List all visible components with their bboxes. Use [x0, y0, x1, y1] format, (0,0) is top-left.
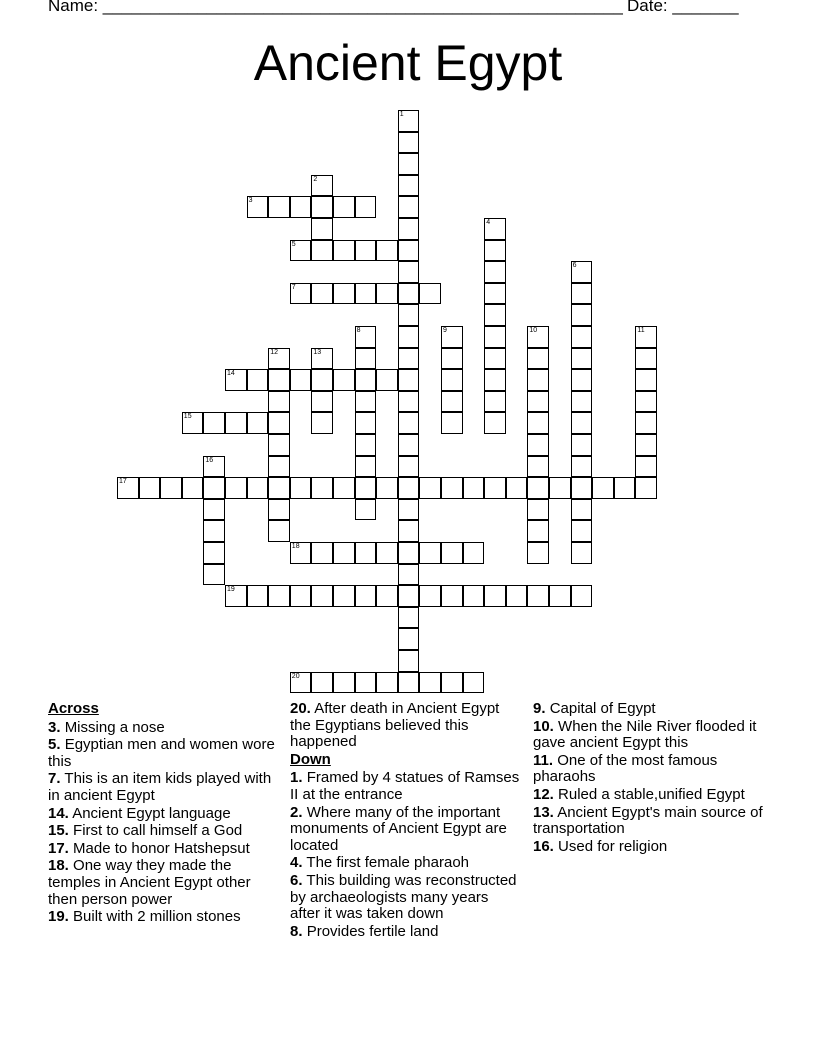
grid-cell[interactable] [268, 434, 290, 456]
grid-cell[interactable] [549, 585, 571, 607]
clues-column-3 [533, 701, 765, 856]
grid-cell[interactable] [592, 477, 614, 499]
across-clue-15: 15. First to call himself a God [48, 822, 243, 840]
grid-cell[interactable] [571, 477, 593, 499]
grid-cell[interactable] [398, 672, 420, 694]
grid-cell[interactable] [117, 477, 139, 499]
down-clue-10: 10. When the Nile River flooded it gave ancient Egypt this [533, 717, 757, 752]
grid-cell[interactable] [398, 283, 420, 305]
grid-cell[interactable] [441, 585, 463, 607]
grid-cell[interactable] [355, 542, 377, 564]
grid-cell[interactable] [268, 412, 290, 434]
grid-cell[interactable] [290, 477, 312, 499]
grid-cell[interactable] [398, 369, 420, 391]
grid-cell[interactable] [333, 672, 355, 694]
cell-number: 4 [486, 219, 491, 226]
grid-cell[interactable] [398, 650, 420, 672]
grid-cell[interactable] [203, 542, 225, 564]
cell-number: 3 [248, 197, 253, 205]
grid-cell[interactable] [268, 456, 290, 478]
grid-cell[interactable] [268, 520, 290, 542]
grid-cell[interactable] [311, 477, 333, 499]
grid-cell[interactable] [635, 369, 657, 391]
grid-cell[interactable] [527, 348, 549, 370]
grid-cell[interactable] [635, 348, 657, 370]
grid-cell[interactable] [571, 369, 593, 391]
grid-cell[interactable] [311, 672, 333, 694]
grid-cell[interactable] [355, 326, 377, 348]
grid-cell[interactable] [398, 175, 420, 197]
grid-cell[interactable] [376, 672, 398, 694]
grid-cell[interactable] [441, 348, 463, 370]
grid-cell[interactable] [571, 348, 593, 370]
across-heading: Across [48, 700, 99, 717]
grid-cell[interactable] [635, 326, 657, 348]
grid-cell[interactable] [549, 477, 571, 499]
down-clue-6: 6. This building was reconstructed by archaeologists many years after it was taken down [290, 871, 517, 923]
grid-cell[interactable] [355, 369, 377, 391]
grid-cell[interactable] [355, 434, 377, 456]
grid-cell[interactable] [419, 585, 441, 607]
grid-cell[interactable] [398, 456, 420, 478]
grid-cell[interactable] [527, 542, 549, 564]
grid-cell[interactable] [311, 542, 333, 564]
grid-cell[interactable] [398, 391, 420, 413]
grid-cell[interactable] [614, 477, 636, 499]
cell-number: 14 [227, 370, 235, 378]
grid-cell[interactable] [571, 520, 593, 542]
grid-cell[interactable] [311, 240, 333, 262]
across-clue-19: 19. Built with 2 million stones [48, 908, 241, 926]
grid-cell[interactable] [268, 369, 290, 391]
cell-number: 6 [572, 262, 577, 270]
grid-cell[interactable] [376, 585, 398, 607]
grid-cell[interactable] [268, 477, 290, 499]
grid-cell[interactable] [484, 391, 506, 413]
grid-cell[interactable] [203, 412, 225, 434]
grid-cell[interactable] [355, 348, 377, 370]
grid-cell[interactable] [527, 456, 549, 478]
grid-cell[interactable] [355, 283, 377, 305]
down-clue-12: 12. Ruled a stable,unified Egypt [533, 785, 745, 803]
puzzle-title: Ancient Egypt [253, 35, 563, 91]
grid-cell[interactable] [290, 369, 312, 391]
grid-cell[interactable] [463, 672, 485, 694]
cell-number: 11 [637, 327, 645, 334]
grid-cell[interactable] [355, 456, 377, 478]
cell-number: 8 [356, 327, 361, 334]
down-clue-9: 9. Capital of Egypt [533, 700, 656, 717]
grid-cell[interactable] [311, 369, 333, 391]
grid-cell[interactable] [398, 477, 420, 499]
grid-cell[interactable] [355, 672, 377, 694]
grid-cell[interactable] [571, 542, 593, 564]
grid-cell[interactable] [398, 412, 420, 434]
grid-cell[interactable] [484, 304, 506, 326]
grid-cell[interactable] [398, 564, 420, 586]
grid-cell[interactable] [139, 477, 161, 499]
grid-cell[interactable] [635, 477, 657, 499]
clues-column-1 [48, 701, 280, 927]
grid-cell[interactable] [203, 520, 225, 542]
cell-number: 17 [119, 478, 127, 486]
grid-cell[interactable] [355, 196, 377, 218]
grid-cell[interactable] [398, 499, 420, 521]
grid-cell[interactable] [268, 196, 290, 218]
grid-cell[interactable] [355, 391, 377, 413]
across-clue-18: 18. One way they made the temples in Ancient Egypt other then person power [48, 857, 251, 908]
grid-cell[interactable] [225, 412, 247, 434]
grid-cell[interactable] [441, 672, 463, 694]
across-clue-20: 20. After death in Ancient Egypt the Egyptians believed this happened [290, 700, 500, 751]
grid-cell[interactable] [311, 218, 333, 240]
cell-number: 7 [291, 283, 296, 291]
grid-cell[interactable] [311, 585, 333, 607]
grid-cell[interactable] [463, 477, 485, 499]
grid-cell[interactable] [527, 434, 549, 456]
grid-cell[interactable] [290, 585, 312, 607]
grid-cell[interactable] [419, 672, 441, 694]
grid-cell[interactable] [571, 391, 593, 413]
grid-cell[interactable] [247, 412, 269, 434]
grid-cell[interactable] [527, 326, 549, 348]
grid-cell[interactable] [311, 196, 333, 218]
date-field-line[interactable]: Date: _______ [627, 0, 739, 15]
grid-cell[interactable] [311, 391, 333, 413]
grid-cell[interactable] [333, 477, 355, 499]
grid-cell[interactable] [398, 607, 420, 629]
cell-number: 9 [443, 327, 447, 334]
grid-cell[interactable] [311, 175, 333, 197]
grid-cell[interactable] [441, 412, 463, 434]
grid-cell[interactable] [398, 542, 420, 564]
grid-cell[interactable] [527, 585, 549, 607]
grid-cell[interactable] [290, 196, 312, 218]
cell-number: 10 [529, 327, 538, 334]
grid-cell[interactable] [571, 261, 593, 283]
grid-cell[interactable] [441, 326, 463, 348]
cell-number: 19 [227, 586, 235, 594]
grid-cell[interactable] [203, 456, 225, 478]
grid-cell[interactable] [571, 304, 593, 326]
grid-cell[interactable] [203, 564, 225, 586]
grid-cell[interactable] [355, 240, 377, 262]
grid-cell[interactable] [376, 369, 398, 391]
grid-cell[interactable] [333, 542, 355, 564]
across-clue-3: 3. Missing a nose [48, 718, 165, 736]
grid-cell[interactable] [527, 412, 549, 434]
down-heading: Down [290, 750, 331, 768]
grid-cell[interactable] [635, 391, 657, 413]
grid-cell[interactable] [441, 477, 463, 499]
grid-cell[interactable] [333, 240, 355, 262]
grid-cell[interactable] [333, 283, 355, 305]
grid-cell[interactable] [484, 261, 506, 283]
grid-cell[interactable] [290, 542, 312, 564]
grid-cell[interactable] [268, 585, 290, 607]
grid-cell[interactable] [484, 348, 506, 370]
grid-cell[interactable] [398, 261, 420, 283]
grid-cell[interactable] [203, 477, 225, 499]
cell-number: 5 [291, 240, 296, 248]
grid-cell[interactable] [225, 369, 247, 391]
cell-number: 2 [313, 175, 318, 183]
grid-cell[interactable] [268, 348, 290, 370]
grid-cell[interactable] [355, 585, 377, 607]
grid-cell[interactable] [376, 240, 398, 262]
grid-cell[interactable] [571, 499, 593, 521]
grid-cell[interactable] [376, 542, 398, 564]
grid-cell[interactable] [333, 196, 355, 218]
grid-cell[interactable] [463, 542, 485, 564]
grid-cell[interactable] [398, 326, 420, 348]
grid-cell[interactable] [506, 477, 528, 499]
grid-cell[interactable] [484, 218, 506, 240]
grid-cell[interactable] [355, 412, 377, 434]
cell-number: 15 [183, 413, 192, 421]
grid-cell[interactable] [635, 434, 657, 456]
grid-cell[interactable] [527, 520, 549, 542]
grid-cell[interactable] [225, 585, 247, 607]
grid-cell[interactable] [571, 283, 593, 305]
grid-cell[interactable] [290, 240, 312, 262]
grid-cell[interactable] [268, 391, 290, 413]
across-clue-7: 7. This is an item kids played with in ancient Egypt [48, 770, 272, 804]
grid-cell[interactable] [311, 412, 333, 434]
grid-cell[interactable] [398, 153, 420, 175]
grid-cell[interactable] [398, 196, 420, 218]
cell-number: 20 [291, 672, 300, 680]
grid-cell[interactable] [203, 499, 225, 521]
grid-cell[interactable] [635, 456, 657, 478]
grid-cell[interactable] [571, 412, 593, 434]
grid-cell[interactable] [398, 628, 420, 650]
grid-cell[interactable] [571, 585, 593, 607]
cell-number: 1 [399, 111, 404, 118]
grid-cell[interactable] [484, 412, 506, 434]
grid-cell[interactable] [398, 348, 420, 370]
grid-cell[interactable] [484, 585, 506, 607]
grid-cell[interactable] [527, 499, 549, 521]
cell-number: 18 [291, 543, 300, 550]
grid-cell[interactable] [247, 585, 269, 607]
grid-cell[interactable] [290, 283, 312, 305]
grid-cell[interactable] [398, 434, 420, 456]
grid-cell[interactable] [484, 369, 506, 391]
grid-cell[interactable] [571, 326, 593, 348]
grid-cell[interactable] [441, 391, 463, 413]
grid-cell[interactable] [182, 477, 204, 499]
grid-cell[interactable] [268, 499, 290, 521]
grid-cell[interactable] [247, 369, 269, 391]
name-field-line[interactable]: Name: _______________________________________________________ [48, 0, 623, 15]
grid-cell[interactable] [398, 218, 420, 240]
grid-cell[interactable] [333, 369, 355, 391]
grid-cell[interactable] [398, 110, 420, 132]
grid-cell[interactable] [441, 369, 463, 391]
grid-cell[interactable] [376, 477, 398, 499]
grid-cell[interactable] [484, 240, 506, 262]
grid-cell[interactable] [182, 412, 204, 434]
grid-cell[interactable] [311, 283, 333, 305]
down-clue-4: 4. The first female pharaoh [290, 854, 470, 872]
across-clue-14: 14. Ancient Egypt language [48, 804, 231, 822]
down-clue-16: 16. Used for religion [533, 837, 668, 855]
grid-cell[interactable] [398, 132, 420, 154]
grid-cell[interactable] [247, 196, 269, 218]
grid-cell[interactable] [160, 477, 182, 499]
grid-cell[interactable] [484, 283, 506, 305]
across-clue-17: 17. Made to honor Hatshepsut [48, 839, 250, 857]
down-clue-13: 13. Ancient Egypt's main source of transportation [533, 803, 763, 838]
grid-cell[interactable] [527, 477, 549, 499]
grid-cell[interactable] [376, 283, 398, 305]
grid-cell[interactable] [441, 542, 463, 564]
grid-cell[interactable] [635, 412, 657, 434]
grid-cell[interactable] [398, 304, 420, 326]
grid-cell[interactable] [527, 391, 549, 413]
grid-cell[interactable] [419, 542, 441, 564]
grid-cell[interactable] [484, 326, 506, 348]
grid-cell[interactable] [355, 499, 377, 521]
across-clue-5: 5. Egyptian men and women wore this [48, 736, 275, 770]
grid-cell[interactable] [290, 672, 312, 694]
down-clue-11: 11. One of the most famous pharaohs [533, 751, 718, 786]
grid-cell[interactable] [419, 477, 441, 499]
grid-cell[interactable] [398, 240, 420, 262]
grid-cell[interactable] [311, 348, 333, 370]
grid-cell[interactable] [398, 585, 420, 607]
grid-cell[interactable] [484, 477, 506, 499]
grid-cell[interactable] [463, 585, 485, 607]
down-clue-2: 2. Where many of the important monuments of Ancient Egypt are located [290, 803, 507, 854]
cell-number: 13 [313, 348, 322, 356]
grid-cell[interactable] [398, 520, 420, 542]
grid-cell[interactable] [225, 477, 247, 499]
grid-cell[interactable] [355, 477, 377, 499]
cell-number: 16 [205, 456, 214, 464]
grid-cell[interactable] [571, 434, 593, 456]
grid-cell[interactable] [527, 369, 549, 391]
clues-column-2 [290, 701, 522, 941]
cell-number: 12 [270, 348, 278, 356]
grid-cell[interactable] [247, 477, 269, 499]
down-clue-8: 8. Provides fertile land [290, 922, 439, 940]
grid-cell[interactable] [333, 585, 355, 607]
grid-cell[interactable] [571, 456, 593, 478]
grid-cell[interactable] [419, 283, 441, 305]
down-clue-1: 1. Framed by 4 statues of Ramses II at the entrance [290, 769, 520, 803]
grid-cell[interactable] [506, 585, 528, 607]
